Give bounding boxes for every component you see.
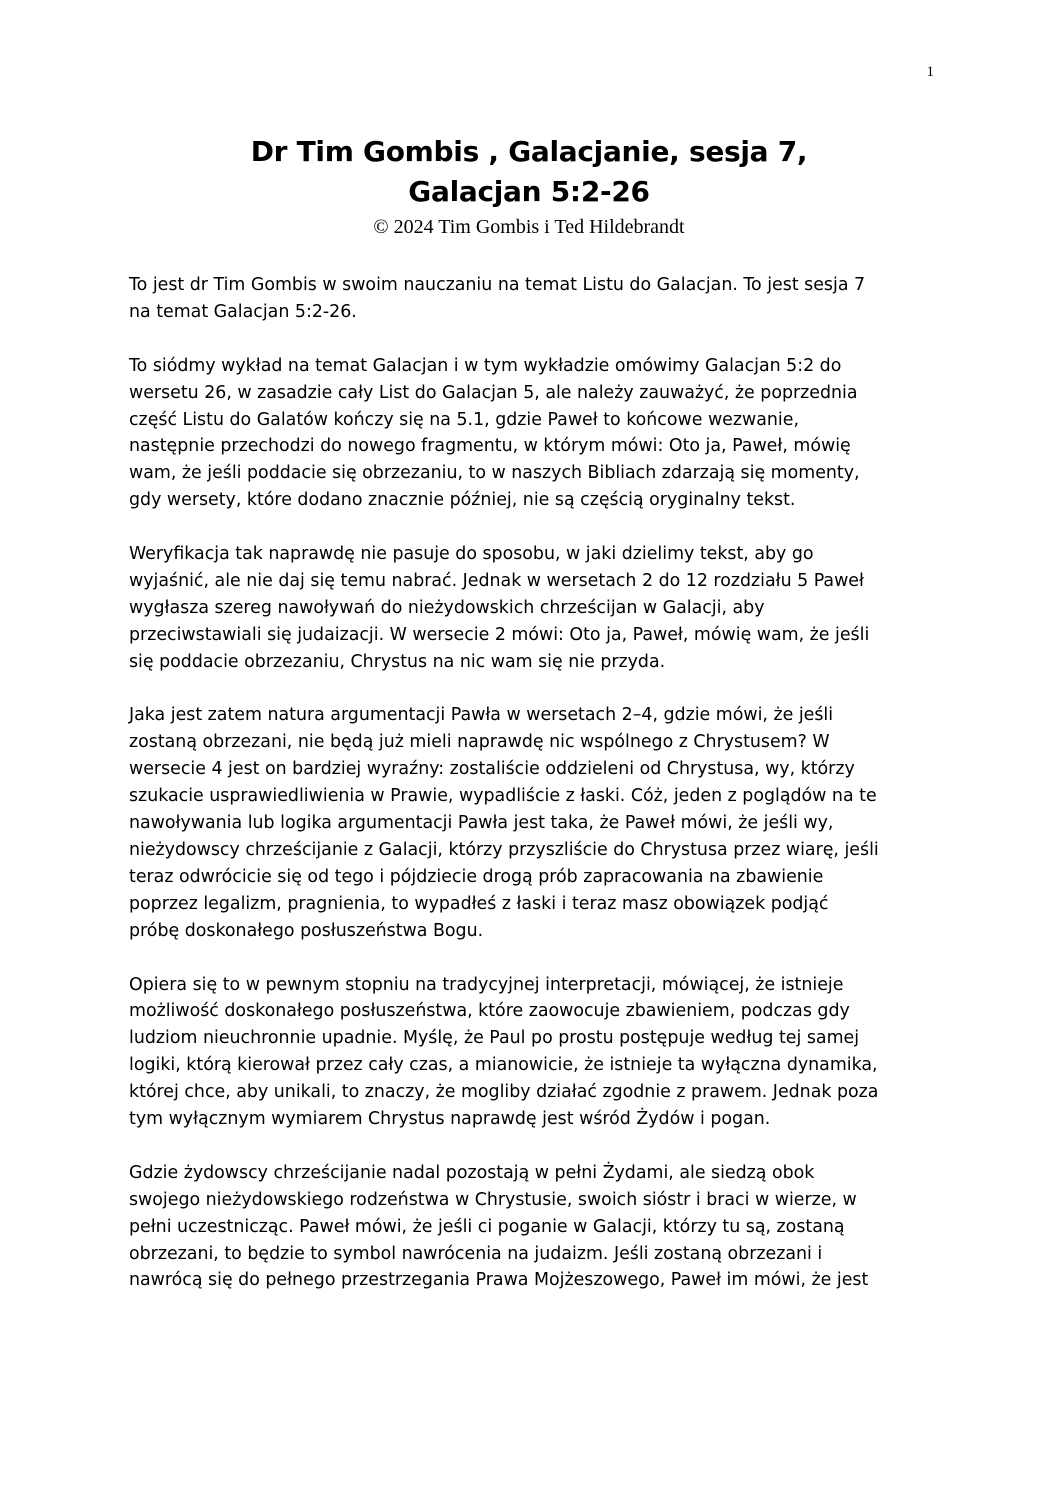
text-line: teraz odwrócicie się od tego i pójdziecie drogą prób zapracowania na zbawienie (129, 866, 824, 887)
text-line: Jaka jest zatem natura argumentacji Pawła w wersetach 2–4, gdzie mówi, że jeśli (129, 705, 834, 726)
text-line: obrzezani, to będzie to symbol nawrócenia na judaizm. Jeśli zostaną obrzezani i (129, 1243, 823, 1264)
text-line: wygłasza szereg nawoływań do nieżydowskich chrześcijan w Galacji, aby (129, 597, 765, 618)
title-block (0, 132, 1058, 240)
text-line: pełni uczestnicząc. Paweł mówi, że jeśli ci poganie w Galacji, którzy tu są, zostaną (129, 1216, 845, 1237)
page-number: 1 (926, 64, 934, 80)
text-line: wersecie 4 jest on bardziej wyraźny: zostaliście oddzieleni od Chrystusa, wy, którzy (129, 759, 855, 780)
text-line: logiki, którą kierował przez cały czas, a mianowicie, że istnieje ta wyłączna dynamika, (129, 1055, 878, 1076)
paragraph (129, 972, 931, 1133)
text-line: szukacie usprawiedliwienia w Prawie, wypadliście z łaski. Cóż, jeden z poglądów na te (129, 786, 877, 807)
text-line: której chce, aby unikali, to znaczy, że mogliby działać zgodnie z prawem. Jednak poza (129, 1082, 879, 1103)
text-line: nieżydowscy chrześcijanie z Galacji, którzy przyszliście do Chrystusa przez wiarę, jeśli (129, 839, 879, 860)
text-line: zostaną obrzezani, nie będą już mieli naprawdę nic wspólnego z Chrystusem? W (129, 732, 830, 753)
text-line: na temat Galacjan 5:2-26. (129, 301, 357, 322)
text-line: się poddacie obrzezaniu, Chrystus na nic wam się nie przyda. (129, 651, 666, 672)
document-title-line-1: Dr Tim Gombis , Galacjanie, sesja 7, (250, 135, 808, 168)
paragraph (129, 272, 931, 326)
text-line: nawoływania lub logika argumentacji Pawła jest taka, że Paweł mówi, że jeśli wy, (129, 813, 834, 834)
text-line: Opiera się to w pewnym stopniu na tradycyjnej interpretacji, mówiącej, że istnieje (129, 974, 844, 995)
paragraph (129, 541, 931, 676)
document-body (129, 272, 931, 1321)
text-line: To jest dr Tim Gombis w swoim nauczaniu na temat Listu do Galacjan. To jest sesja 7 (129, 275, 866, 295)
text-line: możliwość doskonałego posłuszeństwa, które zaowocuje zbawieniem, podczas gdy (129, 1001, 850, 1022)
text-line: poprzez legalizm, pragnienia, to wypadłeś z łaski i teraz masz obowiązek podjąć (129, 893, 829, 914)
text-line: To siódmy wykład na temat Galacjan i w tym wykładzie omówimy Galacjan 5:2 do (129, 355, 842, 376)
text-line: wyjaśnić, ale nie daj się temu nabrać. Jednak w wersetach 2 do 12 rozdziału 5 Paweł (129, 570, 864, 591)
text-line: gdy wersety, które dodano znacznie później, nie są częścią oryginalny tekst. (129, 490, 796, 511)
paragraph (129, 1160, 931, 1295)
text-line: następnie przechodzi do nowego fragmentu, w którym mówi: Oto ja, Paweł, mówię (129, 436, 851, 457)
copyright-notice: © 2024 Tim Gombis i Ted Hildebrandt (373, 216, 685, 238)
text-line: część Listu do Galatów kończy się na 5.1, gdzie Paweł to końcowe wezwanie, (129, 409, 799, 430)
text-line: tym wyłącznym wymiarem Chrystus naprawdę jest wśród Żydów i pogan. (129, 1109, 771, 1130)
text-line: Weryfikacja tak naprawdę nie pasuje do sposobu, w jaki dzielimy tekst, aby go (129, 544, 814, 565)
text-line: próbę doskonałego posłuszeństwa Bogu. (129, 920, 484, 941)
text-line: nawrócą się do pełnego przestrzegania Prawa Mojżeszowego, Paweł im mówi, że jest (129, 1270, 869, 1291)
paragraph (129, 702, 931, 944)
text-line: Gdzie żydowscy chrześcijanie nadal pozostają w pełni Żydami, ale siedzą obok (129, 1162, 815, 1183)
text-line: ludziom nieuchronnie upadnie. Myślę, że Paul po prostu postępuje według tej samej (129, 1028, 860, 1049)
text-line: wersetu 26, w zasadzie cały List do Galacjan 5, ale należy zauważyć, że poprzednia (129, 382, 858, 403)
text-line: przeciwstawiali się judaizacji. W wersecie 2 mówi: Oto ja, Paweł, mówię wam, że jeśli (129, 624, 870, 645)
text-line: swojego nieżydowskiego rodzeństwa w Chrystusie, swoich sióstr i braci w wierze, w (129, 1189, 857, 1210)
text-line: wam, że jeśli poddacie się obrzezaniu, to w naszych Bibliach zdarzają się momenty, (129, 463, 860, 484)
document-title-line-2: Galacjan 5:2-26 (408, 175, 650, 208)
paragraph (129, 353, 931, 514)
